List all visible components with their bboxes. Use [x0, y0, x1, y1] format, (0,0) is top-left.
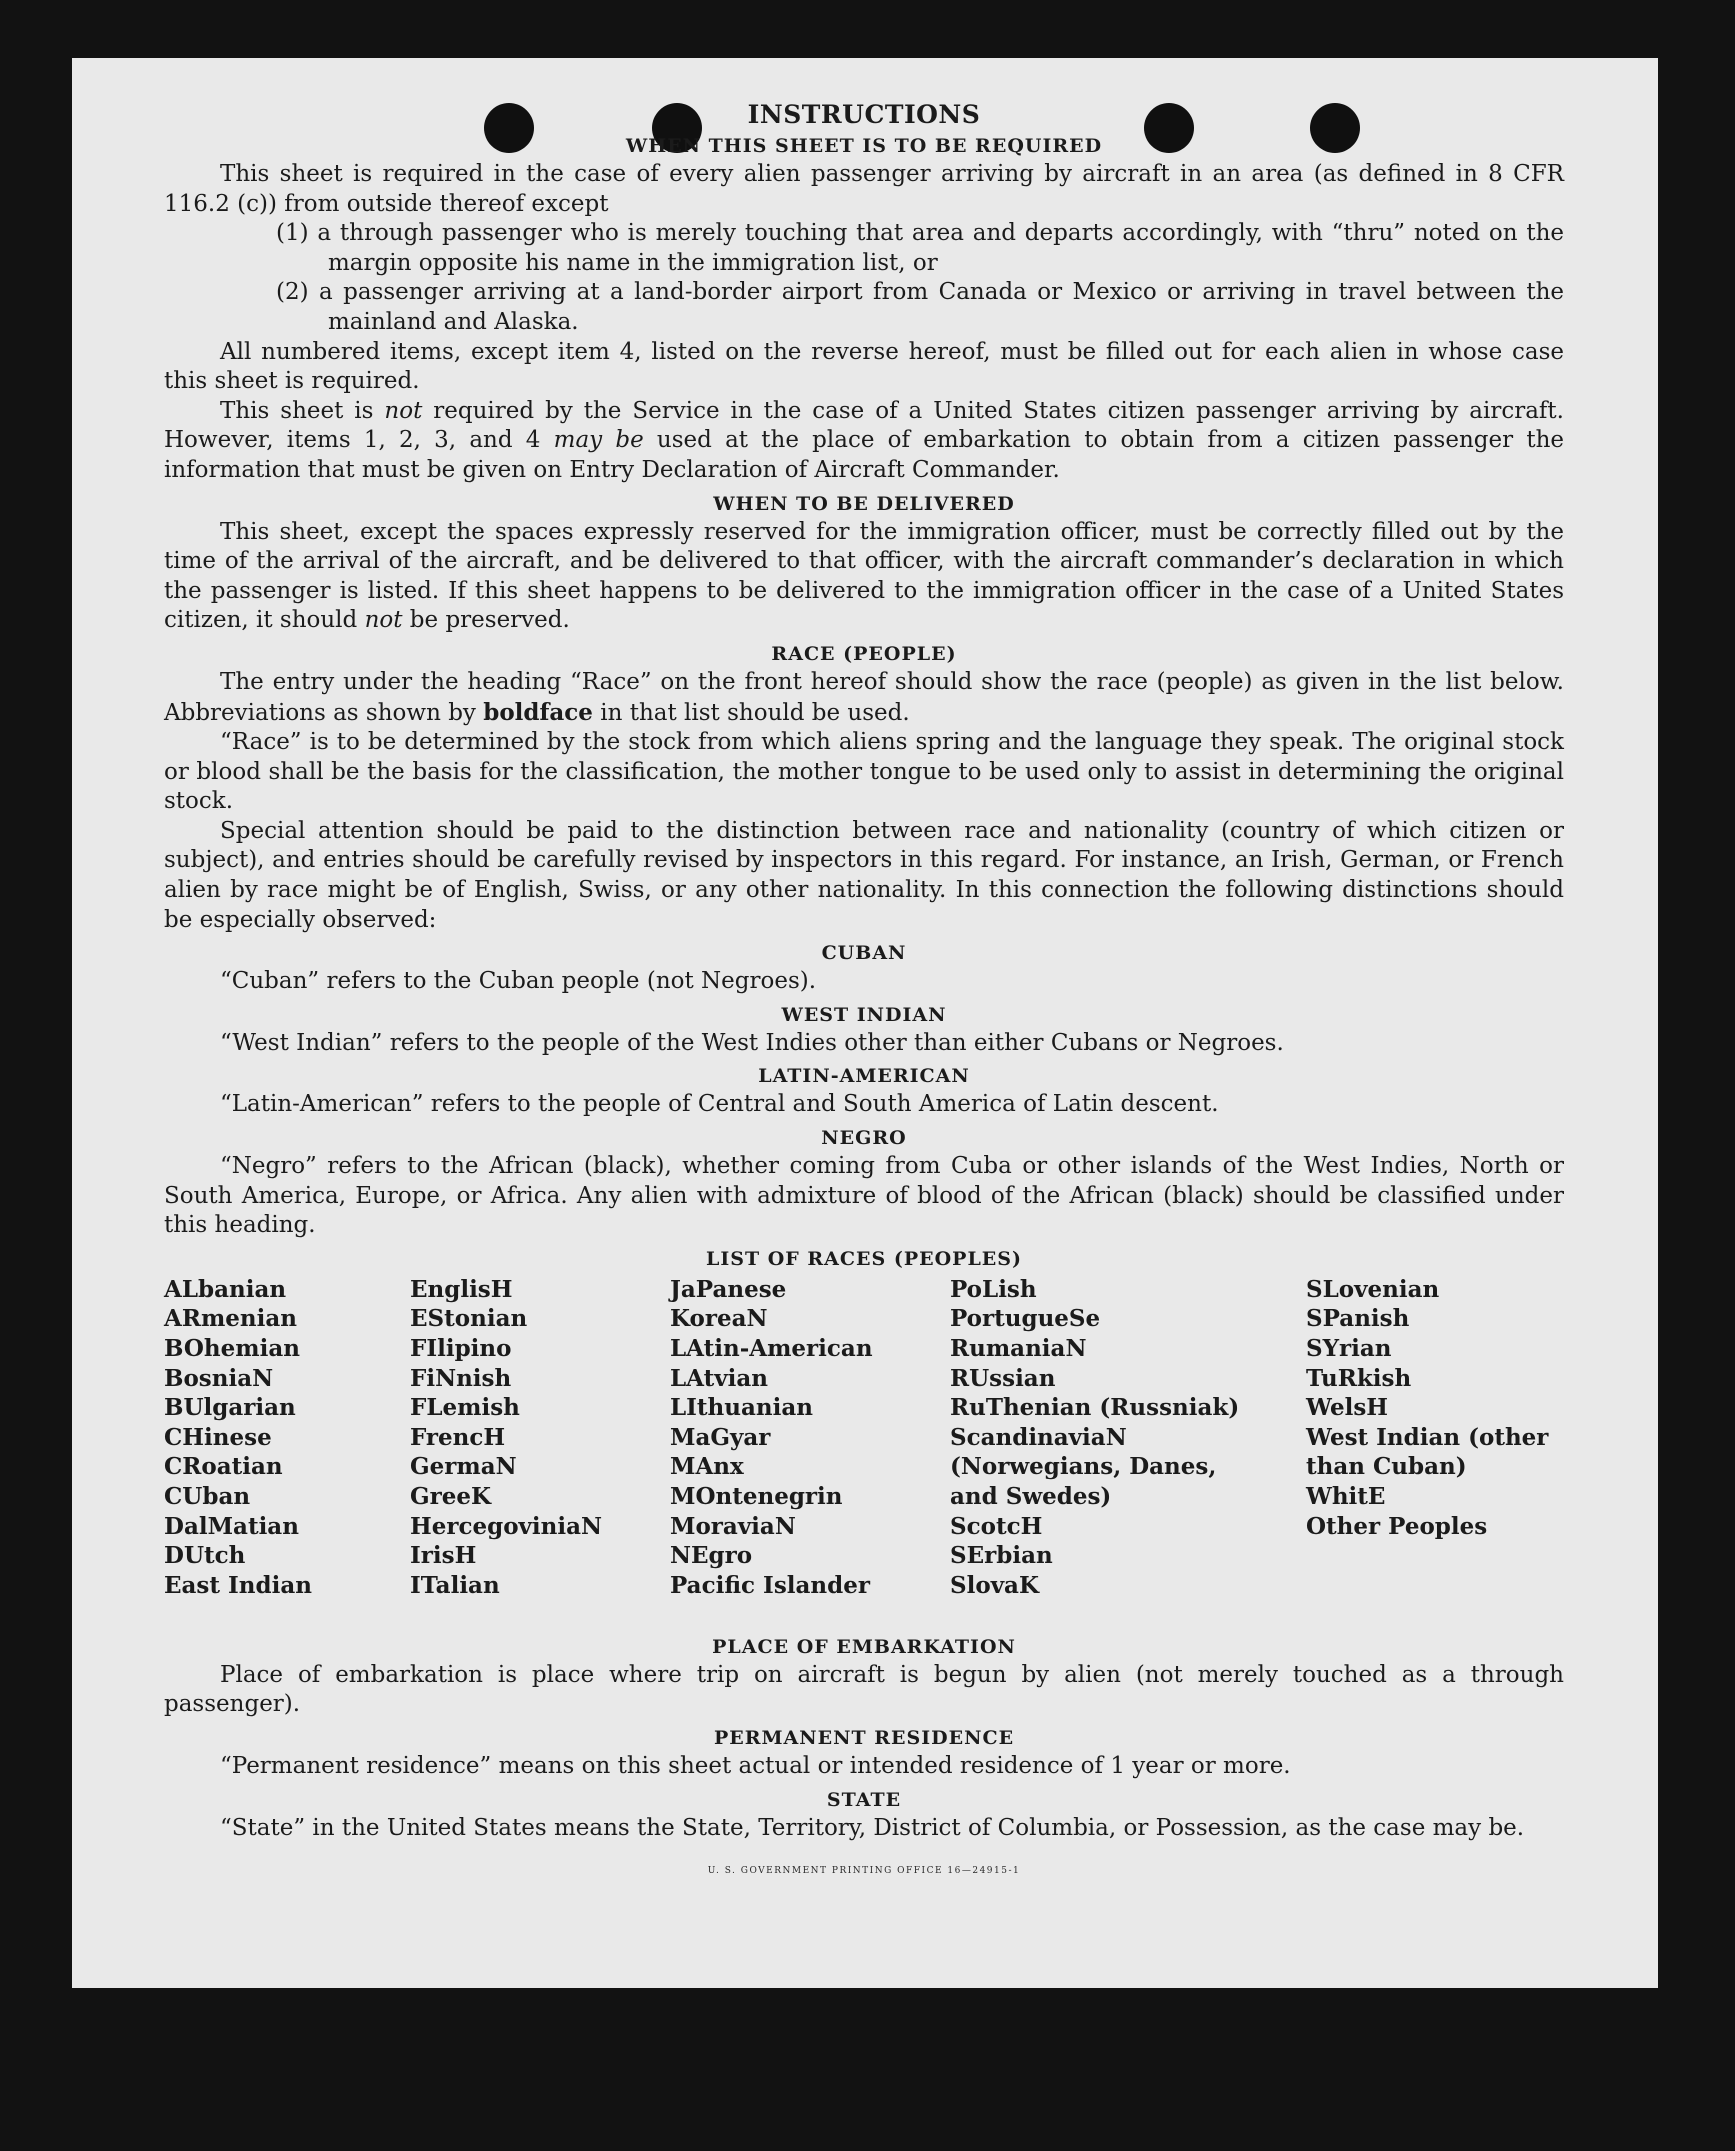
- race-item: ScotcH: [950, 1512, 1043, 1540]
- race-item: MOntenegrin: [670, 1482, 843, 1510]
- paragraph: “West Indian” refers to the people of the West Indies other than either Cubans or Negroes.: [220, 1029, 1284, 1056]
- race-item: HercegoviniaN: [410, 1512, 603, 1540]
- paragraph: “Latin-American” refers to the people of Central and South America of Latin descent.: [220, 1091, 1219, 1118]
- document-sheet: [72, 58, 1658, 1988]
- race-item: FrencH: [410, 1423, 506, 1451]
- race-item: PortugueSe: [950, 1305, 1101, 1333]
- section-heading: LIST OF RACES (PEOPLES): [706, 1247, 1022, 1270]
- race-item: PoLish: [950, 1275, 1037, 1303]
- section-heading: PERMANENT RESIDENCE: [713, 1727, 1015, 1749]
- section-heading: STATE: [826, 1788, 902, 1811]
- race-item: SLovenian: [1306, 1275, 1440, 1303]
- race-column: [164, 1275, 394, 1601]
- race-item: RumaniaN: [950, 1335, 1087, 1362]
- race-column: [950, 1275, 1250, 1601]
- race-item: West Indian (other than Cuban): [1306, 1423, 1549, 1481]
- race-item: RuThenian (Russniak): [950, 1394, 1240, 1422]
- race-item: CRoatian: [164, 1453, 283, 1481]
- race-column: [410, 1275, 660, 1601]
- race-item: MAnx: [670, 1453, 744, 1481]
- printer-imprint: U. S. GOVERNMENT PRINTING OFFICE 16—24915-1: [707, 1866, 1021, 1877]
- race-item: RUssian: [950, 1364, 1056, 1392]
- exception-item-2: (2) a passenger arriving at a land-border airport from Canada or Mexico or arriving in travel between the mainland and Alaska.: [276, 279, 1564, 335]
- race-item: MaGyar: [670, 1423, 771, 1451]
- section-heading: RACE (PEOPLE): [771, 642, 957, 665]
- paragraph: This sheet, except the spaces expressly reserved for the immigration officer, must be correctly filled out by the time of the arrival of the aircraft, and be delivered to that officer, with the aircraft commander’s declaration in which the passenger is listed. If this sheet happens to be delivered to the immigration officer in the case of a United States citizen, it should not be preserved.: [164, 518, 1564, 634]
- race-item: EnglisH: [410, 1275, 513, 1303]
- race-item: EStonian: [410, 1305, 528, 1333]
- race-item: CUban: [164, 1482, 251, 1510]
- race-item: DUtch: [164, 1542, 246, 1570]
- section-heading: LATIN-AMERICAN: [758, 1065, 970, 1088]
- race-item: DalMatian: [164, 1512, 299, 1540]
- paragraph: “Permanent residence” means on this sheet actual or intended residence of 1 year or more.: [220, 1753, 1291, 1779]
- race-item: FiNnish: [410, 1364, 512, 1392]
- race-list: [164, 1275, 1564, 1629]
- race-item: WhitE: [1306, 1482, 1386, 1510]
- race-item: WelsH: [1306, 1394, 1389, 1422]
- race-item: East Indian: [164, 1571, 312, 1599]
- instructions-content: [164, 98, 1564, 1887]
- race-item: JaPanese: [670, 1275, 787, 1303]
- paragraph: This sheet is required in the case of every alien passenger arriving by aircraft in an area (as defined in 8 CFR 116.2 (c)) from outside thereof except: [164, 161, 1564, 217]
- paragraph: “Negro” refers to the African (black), whether coming from Cuba or other islands of the West Indies, North or South America, Europe, or Africa. Any alien with admixture of blood of the African (black) should be classified under this heading.: [164, 1153, 1564, 1239]
- race-item: MoraviaN: [670, 1512, 796, 1540]
- section-heading: PLACE OF EMBARKATION: [712, 1635, 1016, 1658]
- race-item: LAtin-American: [670, 1335, 873, 1362]
- race-item: ARmenian: [164, 1305, 298, 1333]
- race-item: CHinese: [164, 1423, 272, 1451]
- exception-item-1: (1) a through passenger who is merely touching that area and departs accordingly, with “thru” noted on the margin opposite his name in the immigration list, or: [276, 220, 1564, 276]
- race-item: ALbanian: [164, 1275, 287, 1303]
- race-item: SYrian: [1306, 1335, 1392, 1362]
- race-item: FLemish: [410, 1394, 520, 1422]
- paragraph: This sheet is not required by the Service in the case of a United States citizen passenger arriving by aircraft. However, items 1, 2, 3, and 4 may be used at the place of embarkation to obtain from a citizen passenger the information that must be given on Entry Declaration of Aircraft Commander.: [164, 397, 1564, 483]
- section-heading: WHEN THIS SHEET IS TO BE REQUIRED: [625, 135, 1103, 157]
- section-heading: WEST INDIAN: [781, 1003, 947, 1026]
- race-item: GreeK: [410, 1482, 492, 1510]
- race-item: Pacific Islander: [670, 1571, 870, 1599]
- section-heading: NEGRO: [821, 1127, 907, 1150]
- paragraph: All numbered items, except item 4, listed on the reverse hereof, must be filled out for each alien in whose case this sheet is required.: [164, 338, 1564, 395]
- paragraph: “Cuban” refers to the Cuban people (not Negroes).: [220, 968, 817, 995]
- race-column: [1306, 1275, 1564, 1541]
- section-heading: CUBAN: [821, 942, 907, 965]
- paragraph: The entry under the heading “Race” on the front hereof should show the race (people) as given in the list below. Abbreviations as shown by boldface in that list should be used.: [164, 668, 1564, 726]
- race-item: BosniaN: [164, 1364, 274, 1392]
- race-item: SErbian: [950, 1542, 1053, 1570]
- paragraph: Place of embarkation is place where trip on aircraft is begun by alien (not merely touched as a through passenger).: [164, 1661, 1564, 1718]
- race-item: NEgro: [670, 1542, 753, 1570]
- race-item: LIthuanian: [670, 1394, 813, 1422]
- race-item: ScandinaviaN (Norwegians, Danes, and Swedes): [950, 1423, 1217, 1510]
- race-item: Other Peoples: [1306, 1512, 1488, 1540]
- race-item: TuRkish: [1306, 1364, 1412, 1392]
- race-item: LAtvian: [670, 1364, 768, 1392]
- paragraph: “Race” is to be determined by the stock from which aliens spring and the language they speak. The original stock or blood shall be the basis for the classification, the mother tongue to be used only to assist in determining the original stock.: [164, 729, 1564, 815]
- section-heading: WHEN TO BE DELIVERED: [713, 492, 1015, 515]
- race-item: BOhemian: [164, 1335, 300, 1362]
- race-item: IrisH: [410, 1542, 477, 1570]
- race-item: FIlipino: [410, 1335, 512, 1362]
- race-item: SlovaK: [950, 1571, 1039, 1599]
- page-title: INSTRUCTIONS: [747, 100, 981, 129]
- paragraph: “State” in the United States means the State, Territory, District of Columbia, or Possession, as the case may be.: [220, 1814, 1525, 1841]
- paragraph: Special attention should be paid to the distinction between race and nationality (country of which citizen or subject), and entries should be carefully revised by inspectors in this regard. For instance, an Irish, German, or French alien by race might be of English, Swiss, or any other nationality. In this connection the following distinctions should be especially observed:: [164, 817, 1564, 933]
- race-item: ITalian: [410, 1571, 500, 1599]
- race-column: [670, 1275, 940, 1601]
- race-item: GermaN: [410, 1453, 517, 1481]
- race-item: SPanish: [1306, 1305, 1410, 1333]
- race-item: BUlgarian: [164, 1394, 296, 1422]
- race-item: KoreaN: [670, 1305, 768, 1333]
